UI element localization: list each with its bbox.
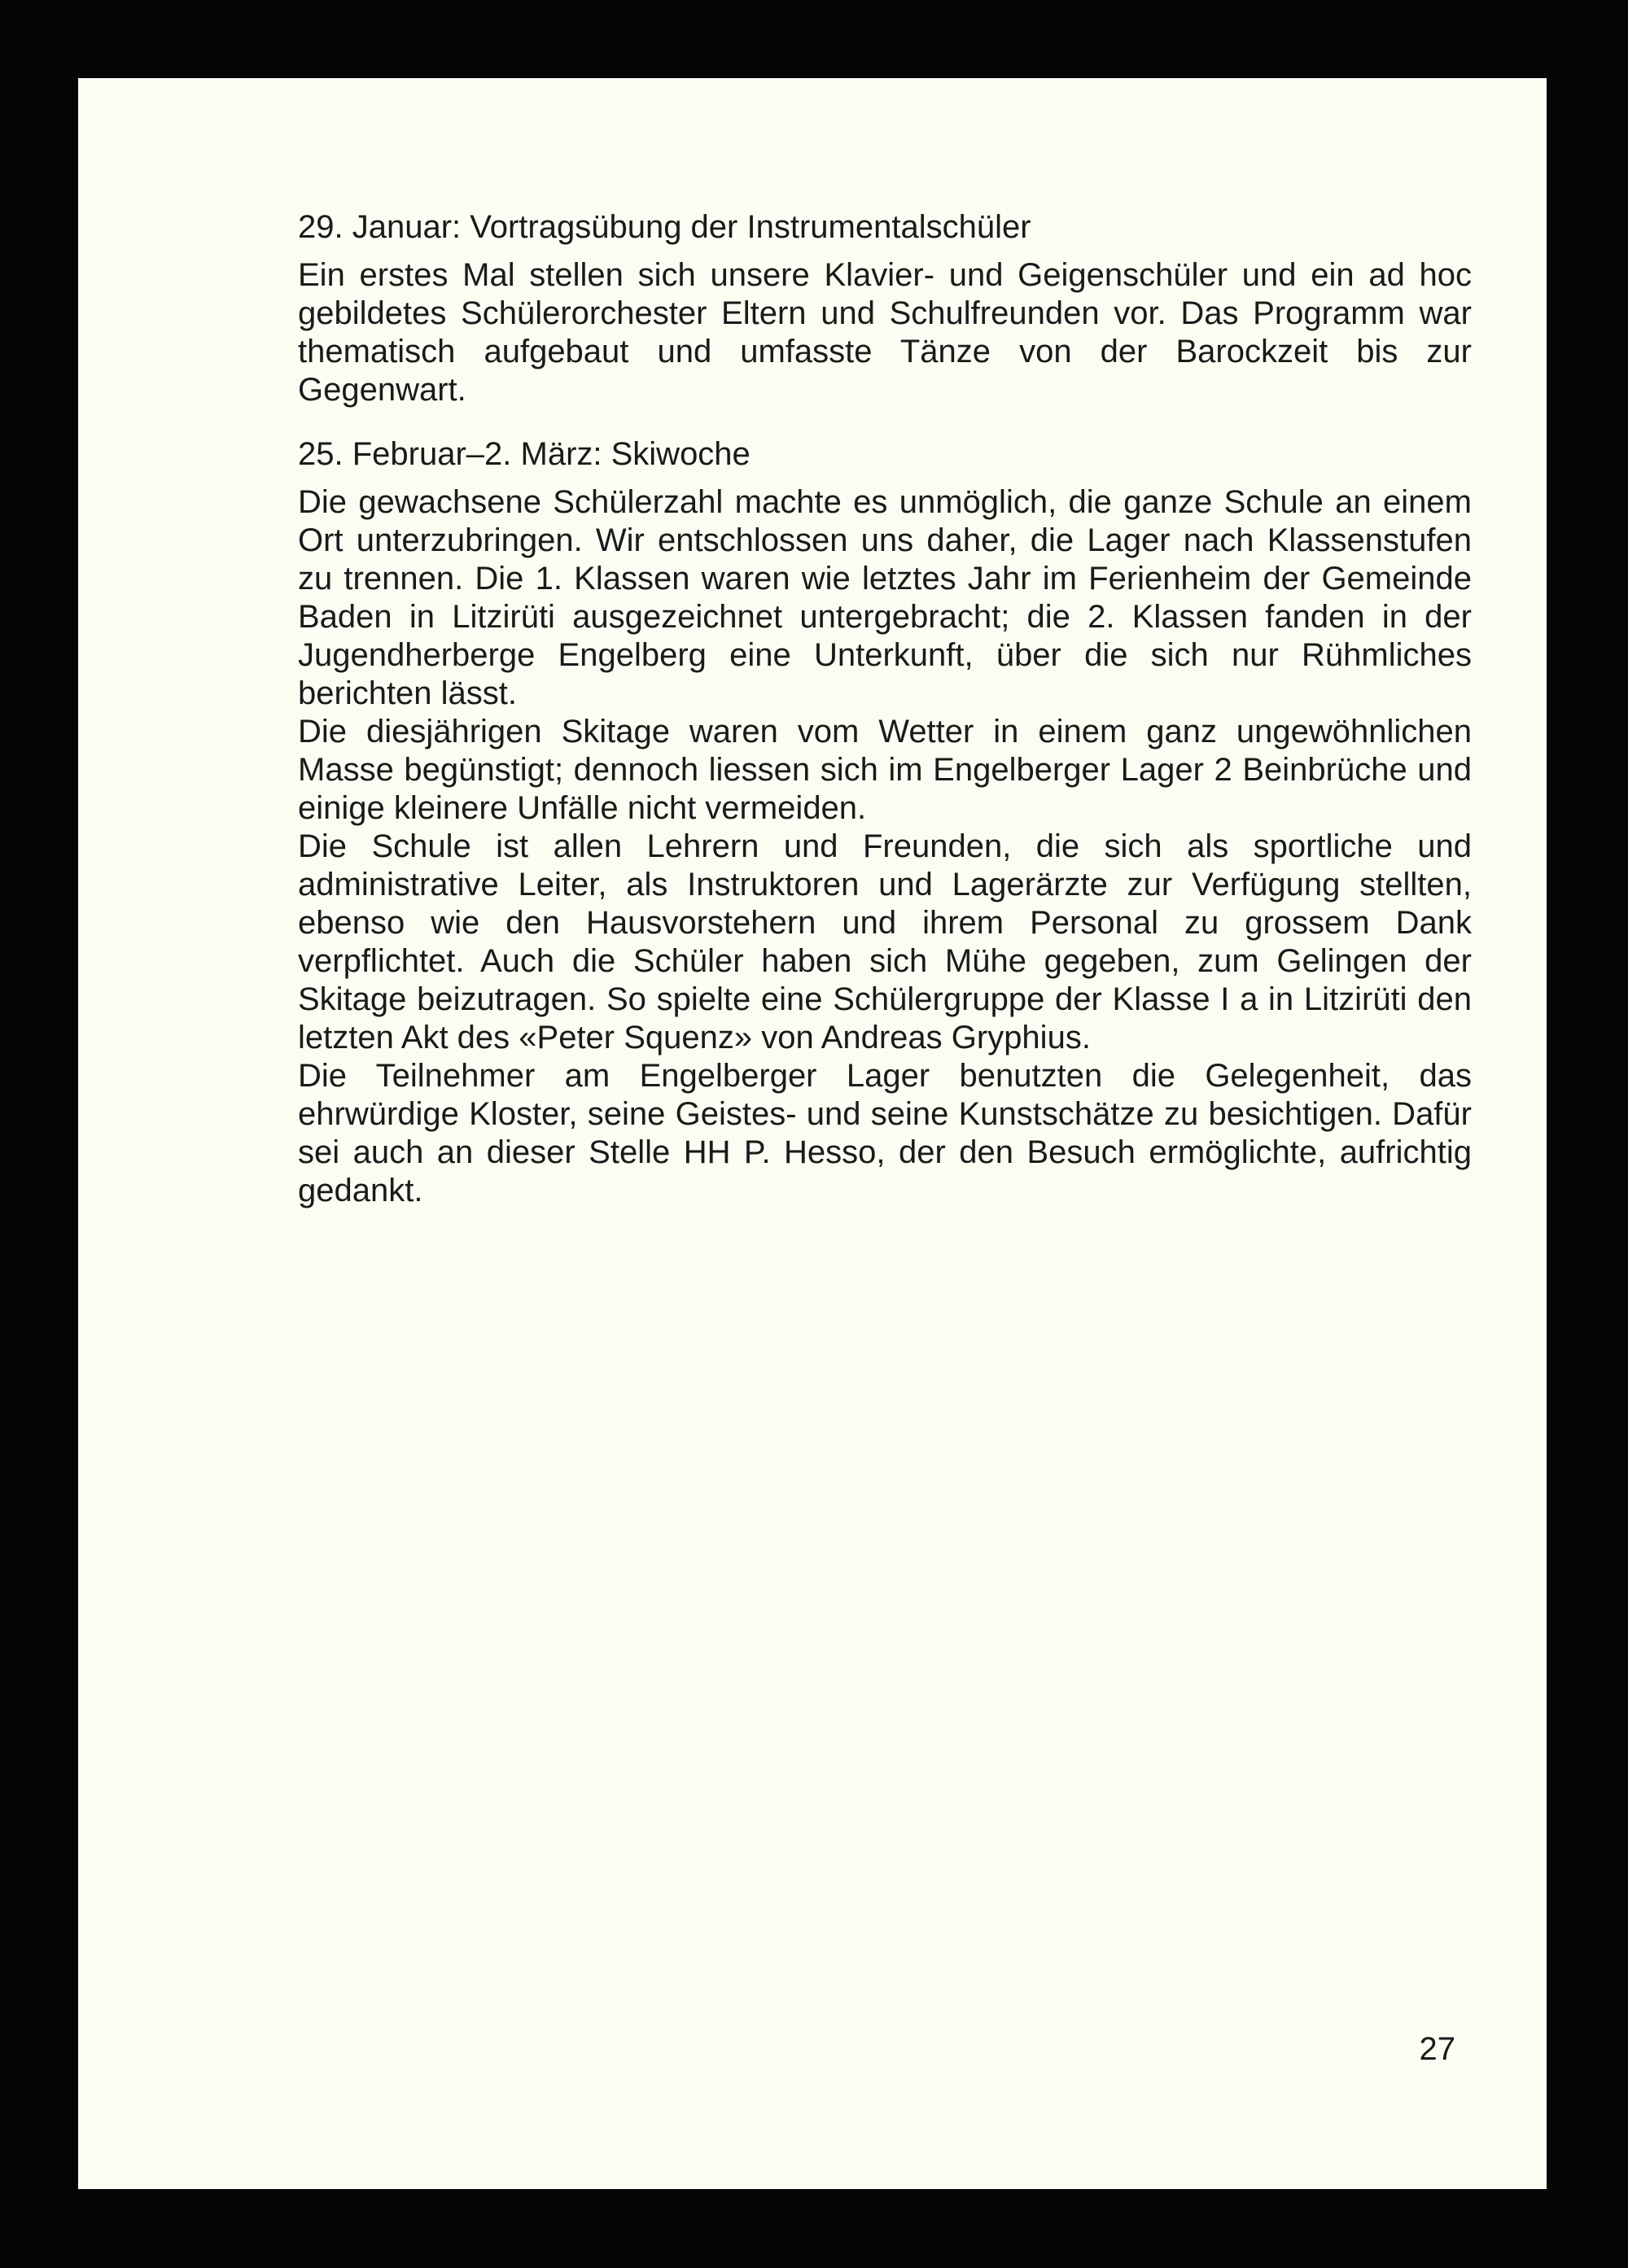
section-paragraph: Die Teilnehmer am Engelberger Lager benutzten die Gelegenheit, das ehrwürdige Kloster, seine Geistes- und seine Kunstschätze zu besichtigen. Dafür sei auch an dieser Stelle HH P. Hesso, der den Besuch ermöglichte, aufrichtig gedankt. <box>298 1058 1472 1208</box>
section-paragraph: Die diesjährigen Skitage waren vom Wetter in einem ganz ungewöhnlichen Masse begünstigt; dennoch liessen sich im Engelberger Lager 2 Beinbrüche und einige kleinere Unfälle nicht vermeiden. <box>298 714 1472 826</box>
section-heading: 29. Januar: Vortragsübung der Instrumentalschüler <box>298 209 1031 245</box>
document-page <box>78 78 1547 2189</box>
section-heading: 25. Februar–2. März: Skiwoche <box>298 436 751 472</box>
page-content <box>298 208 1472 1236</box>
section-paragraph: Die Schule ist allen Lehrern und Freunden, die sich als sportliche und administrative Leiter, als Instruktoren und Lagerärzte zur Verfügung stellten, ebenso wie den Hausvorstehern und ihrem Personal zu grossem Dank verpflichtet. Auch die Schüler haben sich Mühe gegeben, zum Gelingen der Skitage beizutragen. So spielte eine Schülergruppe der Klasse I a in Litzirüti den letzten Akt des «Peter Squenz» von Andreas Gryphius. <box>298 828 1472 1055</box>
section-vortragsuebung <box>298 208 1472 409</box>
page-number: 27 <box>1419 2031 1455 2067</box>
section-skiwoche <box>298 435 1472 1210</box>
section-paragraph: Die gewachsene Schülerzahl machte es unmöglich, die ganze Schule an einem Ort unterzubringen. Wir entschlossen uns daher, die Lager nach Klassenstufen zu trennen. Die 1. Klassen waren wie letztes Jahr im Ferienheim der Gemeinde Baden in Litzirüti ausgezeichnet untergebracht; die 2. Klassen fanden in der Jugendherberge Engelberg eine Unterkunft, über die sich nur Rühmliches berichten lässt. <box>298 484 1472 711</box>
section-paragraph: Ein erstes Mal stellen sich unsere Klavier- und Geigenschüler und ein ad hoc gebildetes Schülerorchester Eltern und Schulfreunden vor. Das Programm war thematisch aufgebaut und umfasste Tänze von der Barockzeit bis zur Gegenwart. <box>298 257 1472 408</box>
